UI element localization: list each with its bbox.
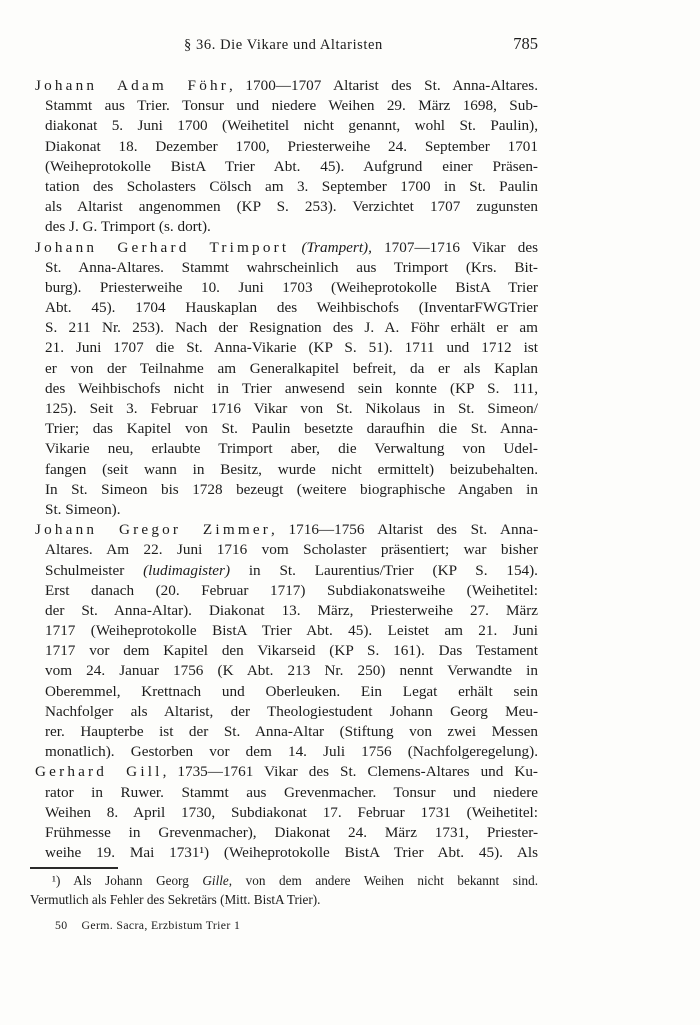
- text-line: [45, 379, 538, 399]
- text-line: [45, 318, 538, 338]
- text-segment: St. Anna-Altares. Stammt wahrscheinlich aus Trimport (Krs. Bit-: [45, 258, 538, 276]
- text-line: [45, 540, 538, 560]
- person-name: Gerhard Gill: [35, 763, 163, 781]
- text-line: [45, 96, 538, 116]
- text-segment: 1717 (Weiheprotokolle BistA Trier Abt. 45). Leistet am 21. Juni: [45, 622, 538, 640]
- text-segment: in St. Laurentius/Trier (KP S. 154).: [230, 561, 538, 579]
- text-segment: Frühmesse in Grevenmacher), Diakonat 24. März 1731, Priester-: [45, 823, 538, 841]
- text-segment: Vermutlich als Fehler des Sekretärs (Mitt. BistA Trier).: [30, 891, 321, 907]
- text-segment: (Weiheprotokolle BistA Trier Abt. 45). Aufgrund einer Präsen-: [45, 157, 538, 175]
- entry-name-line: [35, 762, 538, 782]
- text-line: [45, 561, 538, 581]
- italic-term: Gille: [188, 873, 229, 888]
- text-line: [45, 217, 538, 237]
- text-segment: der St. Anna-Altar). Diakonat 13. März, Priesterweihe 27. März: [45, 601, 538, 619]
- entry-gill: [35, 762, 538, 863]
- text-line: [45, 157, 538, 177]
- text-segment: Oberemmel, Krettnach und Oberleuken. Ein Legat erhält sein: [45, 682, 538, 700]
- text-segment: fangen (seit wann in Besitz, wurde nicht ermittelt) beizubehalten.: [45, 460, 538, 478]
- person-name: Johann Adam Föhr: [35, 77, 230, 94]
- entry-name-line: [35, 238, 538, 258]
- text-segment: des J. G. Trimport (s. dort).: [45, 218, 211, 236]
- text-line: [45, 137, 538, 157]
- text-segment: 1707—1716 Vikar des: [371, 238, 538, 256]
- text-segment: Diakonat 18. Dezember 1700, Priesterweihe 24. September 1701: [45, 137, 538, 155]
- text-segment: , 1716—1756 Altarist des St. Anna-: [271, 521, 538, 539]
- text-segment: Altares. Am 22. Juni 1716 vom Scholaster präsentiert; war bisher: [45, 541, 538, 559]
- person-name: Johann Gerhard Trimport: [35, 238, 290, 256]
- text-segment: Weihen 8. April 1730, Subdiakonat 17. Februar 1731 (Weihetitel:: [45, 803, 538, 821]
- text-line: [45, 338, 538, 358]
- text-segment: monatlich). Gestorben vor dem 14. Juli 1756 (Nachfolgeregelung).: [45, 743, 538, 761]
- text-line: [45, 661, 538, 681]
- text-line: [45, 116, 538, 136]
- text-segment: , 1700—1707 Altarist des St. Anna-Altares.: [229, 77, 538, 94]
- entry-zimmer: [35, 520, 538, 762]
- text-line: [45, 742, 538, 762]
- text-segment: Vikarie neu, erlaubte Trimport aber, die Verwaltung von Udel-: [45, 440, 538, 458]
- italic-term: (ludimagister): [124, 561, 231, 579]
- text-segment: diakonat 5. Juni 1700 (Weihetitel nicht genannt, wohl St. Paulin),: [45, 117, 538, 135]
- footnote-marker-text: ¹) Als Johann Georg: [52, 873, 189, 888]
- person-name: Johann Gregor Zimmer: [35, 521, 272, 539]
- text-line: [45, 823, 538, 843]
- text-line: [45, 460, 538, 480]
- text-line: [45, 399, 538, 419]
- text-segment: als Altarist angenommen (KP S. 253). Verzichtet 1707 zugunsten: [45, 198, 538, 216]
- text-segment: burg). Priesterweihe 10. Juni 1703 (Weiheprotokolle BistA Trier: [45, 278, 538, 296]
- text-line: [45, 722, 538, 742]
- entry-name-line: [35, 76, 538, 96]
- text-line: [45, 480, 538, 500]
- text-line: [45, 621, 538, 641]
- page-number: 785: [513, 34, 538, 53]
- text-line: [45, 581, 538, 601]
- text-segment: vom 24. Januar 1756 (K Abt. 213 Nr. 250) nennt Verwandte in: [45, 662, 538, 680]
- text-segment: St. Simeon).: [45, 500, 121, 518]
- text-segment: , 1735—1761 Vikar des St. Clemens-Altares und Ku-: [162, 763, 538, 781]
- text-segment: Abt. 45). 1704 Hauskaplan des Weihbischofs (InventarFWGTrier: [45, 299, 538, 317]
- text-segment: rator in Ruwer. Stammt aus Grevenmacher. Tonsur und niedere: [45, 783, 538, 801]
- body-text: [35, 76, 538, 863]
- footer-signature: [55, 918, 240, 933]
- text-line: [45, 278, 538, 298]
- footnote-separator-rule: [30, 867, 118, 869]
- text-segment: 21. Juni 1707 die St. Anna-Vikarie (KP S. 51). 1711 und 1712 ist: [45, 339, 538, 357]
- text-segment: Nachfolger als Altarist, der Theologiestudent Johann Georg Meu-: [45, 702, 538, 720]
- signature-number: 50: [55, 918, 68, 932]
- text-segment: weihe 19. Mai 1731¹) (Weiheprotokolle BistA Trier Abt. 45). Als: [45, 844, 538, 862]
- text-line: [45, 601, 538, 621]
- text-segment: Trier; das Kapitel von St. Paulin besetzte daraufhin die St. Anna-: [45, 420, 538, 438]
- entry-trimport: [35, 238, 538, 521]
- text-line: [45, 843, 538, 863]
- text-segment: des Weihbischofs nicht in Trier anwesend sein konnte (KP S. 111,: [45, 379, 538, 397]
- text-segment: er von der Teilnahme am Generalkapitel befreit, da er als Kaplan: [45, 359, 538, 377]
- text-segment: rer. Haupterbe ist der St. Anna-Altar (Stiftung von zwei Messen: [45, 723, 538, 740]
- italic-term: (Trampert),: [289, 238, 372, 256]
- text-segment: In St. Simeon bis 1728 bezeugt (weitere biographische Angaben in: [45, 480, 538, 498]
- text-line: [45, 783, 538, 803]
- text-line: [45, 298, 538, 318]
- text-line: [45, 419, 538, 439]
- entry-name-line: [35, 520, 538, 540]
- text-line: [45, 439, 538, 459]
- entry-foehr: [35, 76, 538, 238]
- text-line: [45, 500, 538, 520]
- text-segment: , von dem andere Weihen nicht bekannt sind.: [228, 873, 538, 888]
- text-segment: 125). Seit 3. Februar 1716 Vikar von St. Nikolaus in St. Simeon/: [45, 400, 538, 417]
- signature-text: Germ. Sacra, Erzbistum Trier 1: [81, 918, 241, 932]
- text-segment: Stammt aus Trier. Tonsur und niedere Weihen 29. März 1698, Sub-: [45, 97, 538, 115]
- text-line: [45, 359, 538, 379]
- text-segment: 1717 vor dem Kapitel den Vikarseid (KP S. 161). Das Testament: [45, 642, 538, 660]
- text-segment: Schulmeister: [45, 561, 125, 579]
- footnote-line: [30, 872, 538, 891]
- text-line: [45, 803, 538, 823]
- running-header-title: § 36. Die Vikare und Altaristen: [184, 37, 383, 53]
- text-line: [45, 641, 538, 661]
- text-segment: Erst danach (20. Februar 1717) Subdiakonatsweihe (Weihetitel:: [45, 581, 538, 599]
- text-segment: S. 211 Nr. 253). Nach der Resignation des J. A. Föhr erhält er am: [45, 319, 538, 337]
- text-line: [45, 682, 538, 702]
- text-segment: tation des Scholasters Cölsch am 3. September 1700 in St. Paulin: [45, 177, 538, 195]
- text-line: [45, 702, 538, 722]
- footnote: [30, 872, 538, 909]
- text-line: [45, 197, 538, 217]
- footnote-line: [30, 891, 538, 910]
- text-line: [45, 258, 538, 278]
- text-line: [45, 177, 538, 197]
